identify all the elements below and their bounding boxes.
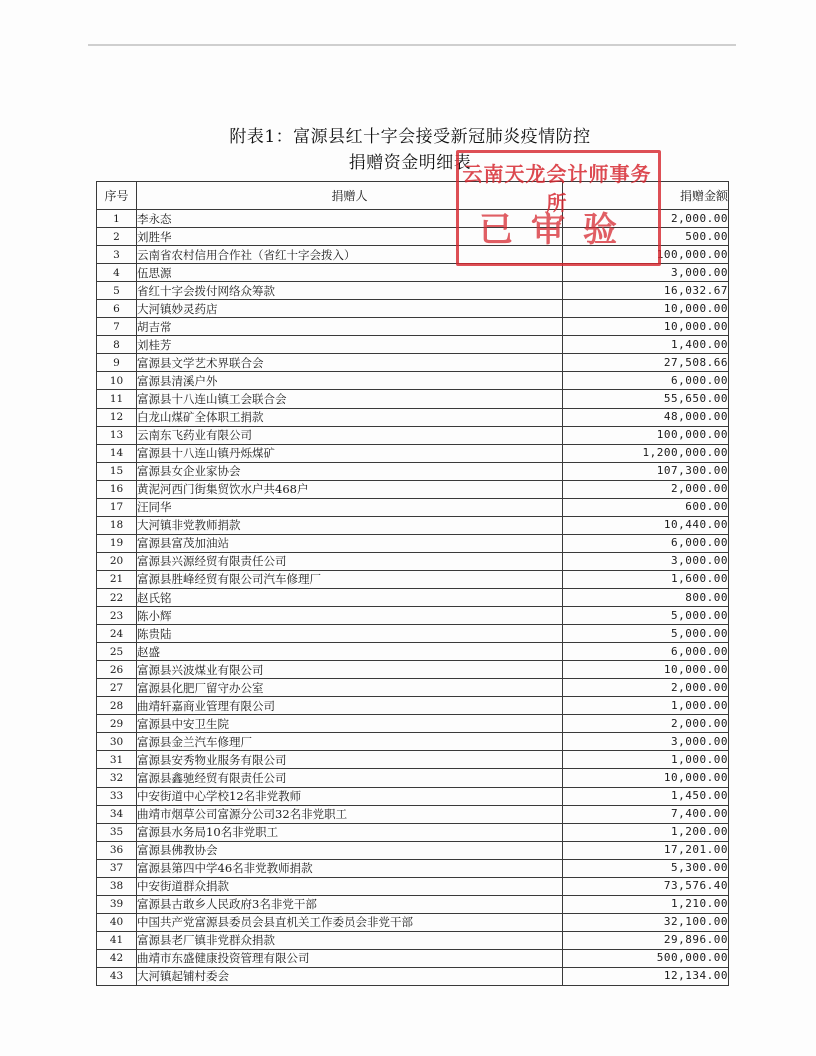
row-number: 36 [97, 841, 137, 859]
donor-name: 富源县文学艺术界联合会 [137, 354, 563, 372]
donation-amount: 3,000.00 [563, 552, 729, 570]
row-number: 23 [97, 607, 137, 625]
donation-amount: 17,201.00 [563, 841, 729, 859]
row-number: 4 [97, 264, 137, 282]
table-row [97, 480, 729, 498]
donor-name: 刘胜华 [137, 228, 563, 246]
row-number: 33 [97, 787, 137, 805]
donor-name: 富源县富茂加油站 [137, 534, 563, 552]
table-body [97, 210, 729, 986]
donor-name: 富源县金兰汽车修理厂 [137, 733, 563, 751]
donor-name: 富源县清溪户外 [137, 372, 563, 390]
table-header-row [97, 182, 729, 210]
table-row [97, 336, 729, 354]
table-row [97, 498, 729, 516]
donor-name: 白龙山煤矿全体职工捐款 [137, 408, 563, 426]
donation-amount: 10,000.00 [563, 300, 729, 318]
row-number: 29 [97, 715, 137, 733]
row-number: 6 [97, 300, 137, 318]
donation-amount: 3,000.00 [563, 264, 729, 282]
donation-amount: 1,200,000.00 [563, 444, 729, 462]
donation-amount: 2,000.00 [563, 210, 729, 228]
table-row [97, 246, 729, 264]
donation-amount: 10,000.00 [563, 769, 729, 787]
donation-amount: 10,000.00 [563, 318, 729, 336]
table-row [97, 949, 729, 967]
seal-status: 已审验 [479, 210, 635, 250]
donor-name: 陈小辉 [137, 607, 563, 625]
donor-name: 富源县兴波煤业有限公司 [137, 661, 563, 679]
donation-amount: 2,000.00 [563, 679, 729, 697]
table-row [97, 588, 729, 606]
row-number: 20 [97, 552, 137, 570]
document-title: 附表1：富源县红十字会接受新冠肺炎疫情防控 [229, 127, 591, 147]
donor-name: 富源县鑫驰经贸有限责任公司 [137, 769, 563, 787]
table-row [97, 426, 729, 444]
donor-name: 富源县水务局10名非党职工 [137, 823, 563, 841]
row-number: 16 [97, 480, 137, 498]
scan-edge [88, 44, 736, 46]
donation-amount: 5,000.00 [563, 607, 729, 625]
row-number: 26 [97, 661, 137, 679]
donation-amount: 800.00 [563, 588, 729, 606]
donation-amount: 3,000.00 [563, 733, 729, 751]
table-row [97, 570, 729, 588]
row-number: 21 [97, 570, 137, 588]
row-number: 10 [97, 372, 137, 390]
donor-name: 陈贵陆 [137, 625, 563, 643]
table-row [97, 805, 729, 823]
donation-amount: 2,000.00 [563, 715, 729, 733]
row-number: 15 [97, 462, 137, 480]
donation-amount: 2,000.00 [563, 480, 729, 498]
table-row [97, 390, 729, 408]
table-row [97, 841, 729, 859]
row-number: 43 [97, 967, 137, 985]
donor-name: 富源县十八连山镇工会联合会 [137, 390, 563, 408]
row-number: 35 [97, 823, 137, 841]
donor-name: 汪同华 [137, 498, 563, 516]
row-number: 32 [97, 769, 137, 787]
table-row [97, 318, 729, 336]
donor-name: 黄泥河西门街集贸饮水户共468户 [137, 480, 563, 498]
donor-name: 大河镇起铺村委会 [137, 967, 563, 985]
donor-name: 中国共产党富源县委员会县直机关工作委员会非党干部 [137, 913, 563, 931]
donor-name: 富源县中安卫生院 [137, 715, 563, 733]
table-row [97, 552, 729, 570]
donation-amount: 73,576.40 [563, 877, 729, 895]
donation-table [96, 181, 729, 986]
table-row [97, 372, 729, 390]
row-number: 28 [97, 697, 137, 715]
row-number: 40 [97, 913, 137, 931]
donor-name: 李永态 [137, 210, 563, 228]
donor-name: 中安街道中心学校12名非党教师 [137, 787, 563, 805]
table-row [97, 769, 729, 787]
donor-name: 省红十字会拨付网络众筹款 [137, 282, 563, 300]
donation-amount: 12,134.00 [563, 967, 729, 985]
donor-name: 富源县老厂镇非党群众捐款 [137, 931, 563, 949]
donor-name: 曲靖市烟草公司富源分公司32名非党职工 [137, 805, 563, 823]
table-row [97, 354, 729, 372]
table-row [97, 210, 729, 228]
donation-amount: 107,300.00 [563, 462, 729, 480]
donation-amount: 100,000.00 [563, 426, 729, 444]
row-number: 34 [97, 805, 137, 823]
donation-amount: 16,032.67 [563, 282, 729, 300]
table-row [97, 931, 729, 949]
donor-name: 中安街道群众捐款 [137, 877, 563, 895]
donation-amount: 1,210.00 [563, 895, 729, 913]
donation-amount: 1,400.00 [563, 336, 729, 354]
donation-amount: 55,650.00 [563, 390, 729, 408]
donation-amount: 100,000.00 [563, 246, 729, 264]
header-amount: 捐赠金额 [563, 182, 729, 210]
donor-name: 赵盛 [137, 643, 563, 661]
header-no: 序号 [97, 182, 137, 210]
row-number: 39 [97, 895, 137, 913]
table-row [97, 300, 729, 318]
table-row [97, 715, 729, 733]
row-number: 37 [97, 859, 137, 877]
row-number: 14 [97, 444, 137, 462]
donation-amount: 500,000.00 [563, 949, 729, 967]
row-number: 42 [97, 949, 137, 967]
row-number: 24 [97, 625, 137, 643]
table-row [97, 282, 729, 300]
row-number: 17 [97, 498, 137, 516]
seal-firm-name: 云南天龙会计师事务所 [462, 162, 652, 215]
donation-amount: 48,000.00 [563, 408, 729, 426]
row-number: 38 [97, 877, 137, 895]
table-row [97, 643, 729, 661]
table-row [97, 462, 729, 480]
donor-name: 富源县十八连山镇丹烁煤矿 [137, 444, 563, 462]
table-row [97, 787, 729, 805]
donor-name: 富源县化肥厂留守办公室 [137, 679, 563, 697]
row-number: 41 [97, 931, 137, 949]
row-number: 1 [97, 210, 137, 228]
donation-amount: 1,000.00 [563, 751, 729, 769]
row-number: 7 [97, 318, 137, 336]
row-number: 9 [97, 354, 137, 372]
donor-name: 伍思源 [137, 264, 563, 282]
donation-amount: 10,000.00 [563, 661, 729, 679]
row-number: 11 [97, 390, 137, 408]
table-row [97, 751, 729, 769]
donation-amount: 1,600.00 [563, 570, 729, 588]
donation-amount: 5,300.00 [563, 859, 729, 877]
donation-amount: 500.00 [563, 228, 729, 246]
donor-name: 赵氏铭 [137, 588, 563, 606]
table-row [97, 661, 729, 679]
row-number: 8 [97, 336, 137, 354]
donor-name: 富源县安秀物业服务有限公司 [137, 751, 563, 769]
donation-amount: 10,440.00 [563, 516, 729, 534]
donor-name: 富源县女企业家协会 [137, 462, 563, 480]
row-number: 22 [97, 588, 137, 606]
donation-amount: 6,000.00 [563, 372, 729, 390]
row-number: 18 [97, 516, 137, 534]
row-number: 5 [97, 282, 137, 300]
table-row [97, 228, 729, 246]
donor-name: 曲靖市东盛健康投资管理有限公司 [137, 949, 563, 967]
table-row [97, 877, 729, 895]
donation-amount: 1,000.00 [563, 697, 729, 715]
donation-amount: 6,000.00 [563, 643, 729, 661]
donation-amount: 29,896.00 [563, 931, 729, 949]
donor-name: 云南省农村信用合作社（省红十字会拨入） [137, 246, 563, 264]
table-row [97, 859, 729, 877]
table-row [97, 516, 729, 534]
row-number: 25 [97, 643, 137, 661]
donor-name: 刘桂芳 [137, 336, 563, 354]
row-number: 2 [97, 228, 137, 246]
row-number: 13 [97, 426, 137, 444]
donor-name: 曲靖轩嘉商业管理有限公司 [137, 697, 563, 715]
donor-name: 富源县第四中学46名非党教师捐款 [137, 859, 563, 877]
header-donor: 捐赠人 [137, 182, 563, 210]
table-row [97, 264, 729, 282]
row-number: 30 [97, 733, 137, 751]
donor-name: 大河镇妙灵药店 [137, 300, 563, 318]
table-row [97, 895, 729, 913]
donation-amount: 32,100.00 [563, 913, 729, 931]
row-number: 31 [97, 751, 137, 769]
donor-name: 富源县古敢乡人民政府3名非党干部 [137, 895, 563, 913]
table-row [97, 444, 729, 462]
table-row [97, 534, 729, 552]
donation-amount: 7,400.00 [563, 805, 729, 823]
donor-name: 富源县胜峰经贸有限公司汽车修理厂 [137, 570, 563, 588]
table-row [97, 967, 729, 985]
donation-amount: 600.00 [563, 498, 729, 516]
table-row [97, 823, 729, 841]
table-row [97, 733, 729, 751]
table-row [97, 607, 729, 625]
donation-amount: 5,000.00 [563, 625, 729, 643]
donor-name: 胡吉常 [137, 318, 563, 336]
row-number: 12 [97, 408, 137, 426]
donation-amount: 27,508.66 [563, 354, 729, 372]
donation-amount: 6,000.00 [563, 534, 729, 552]
donor-name: 大河镇非党教师捐款 [137, 516, 563, 534]
table-row [97, 913, 729, 931]
row-number: 19 [97, 534, 137, 552]
row-number: 27 [97, 679, 137, 697]
table-row [97, 625, 729, 643]
table-row [97, 679, 729, 697]
document-subtitle: 捐赠资金明细表 [348, 153, 472, 173]
donor-name: 云南东飞药业有限公司 [137, 426, 563, 444]
donor-name: 富源县兴源经贸有限责任公司 [137, 552, 563, 570]
donation-amount: 1,200.00 [563, 823, 729, 841]
donor-name: 富源县佛教协会 [137, 841, 563, 859]
donation-amount: 1,450.00 [563, 787, 729, 805]
table-row [97, 408, 729, 426]
table-row [97, 697, 729, 715]
row-number: 3 [97, 246, 137, 264]
